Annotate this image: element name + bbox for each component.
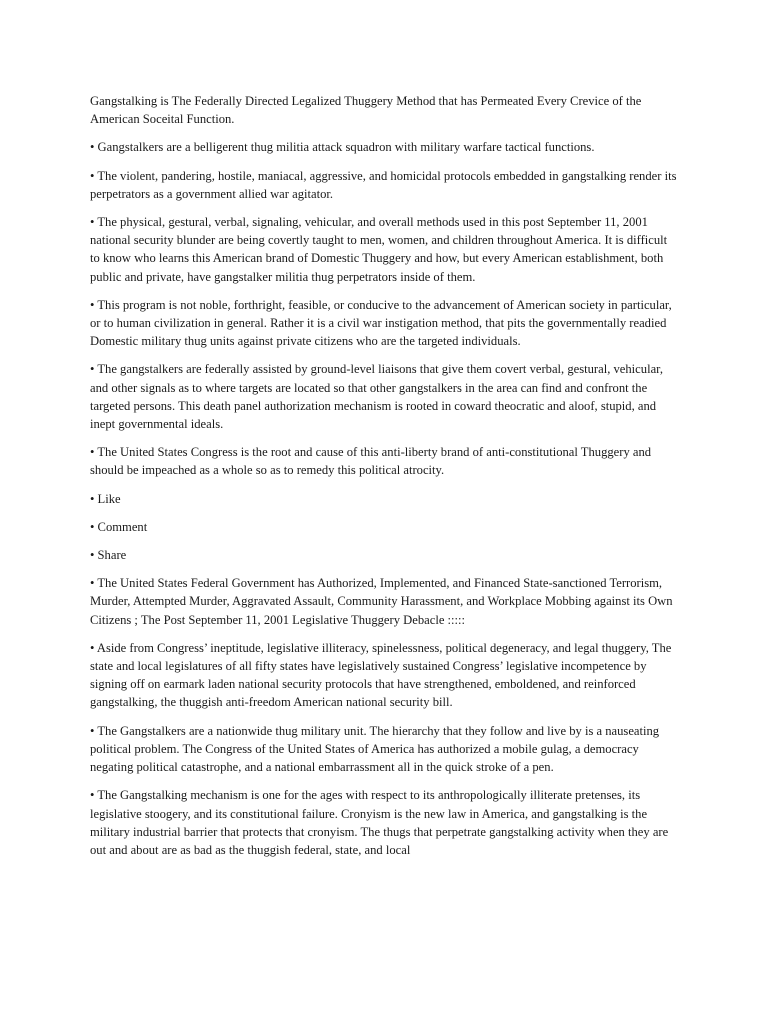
- bullet-paragraph-federal-government: • The United States Federal Government has Authorized, Implemented, and Financed State-sanctioned Terrorism, Murder, Attempted Murder, Aggravated Assault, Community Harassment, and Workplace Mobbing against its Own Citizens ; The Post September 11, 2001 Legislative Thuggery Debacle :::::: [90, 576, 673, 627]
- bullet-comment: • Comment: [90, 519, 148, 534]
- bullet-paragraph-protocols: • The violent, pandering, hostile, maniacal, aggressive, and homicidal protocols embedded in gangstalking render its perpetrators as a government allied war agitator.: [90, 168, 677, 201]
- document-page: [90, 92, 680, 869]
- document-title-paragraph: Gangstalking is The Federally Directed Legalized Thuggery Method that has Permeated Every Crevice of the American Soceital Function.: [90, 94, 642, 127]
- bullet-paragraph-liaisons: • The gangstalkers are federally assisted by ground-level liaisons that give them covert verbal, gestural, vehicular, and other signals as to where targets are located so that other gangstalkers in the area can find and confront the targeted persons. This death panel authorization mechanism is rooted in coward theocratic and aloof, stupid, and inept governmental ideals.: [90, 362, 663, 432]
- bullet-paragraph-militia: • Gangstalkers are a belligerent thug militia attack squadron with military warfare tactical functions.: [90, 140, 595, 155]
- bullet-paragraph-legislatures: • Aside from Congress’ ineptitude, legislative illiteracy, spinelessness, political degeneracy, and legal thuggery, The state and local legislatures of all fifty states have legislatively sustained Congress’ legislative incompetence by signing off on earmark laden national security protocols that have strengthened, emboldened, and reinforced gangstalking, the thuggish anti-freedom American national security bill.: [90, 640, 672, 710]
- bullet-share: • Share: [90, 548, 127, 563]
- bullet-paragraph-cronyism: • The Gangstalking mechanism is one for the ages with respect to its anthropologically illiterate pretenses, its legislative stoogery, and its constitutional failure. Cronyism is the new law in America, and gangstalking is the military industrial barrier that protects that cronyism. The thugs that perpetrate gangstalking activity when they are out and about are as bad as the thuggish federal, state, and local: [90, 788, 669, 857]
- bullet-like: • Like: [90, 491, 121, 506]
- bullet-paragraph-program: • This program is not noble, forthright, feasible, or conducive to the advancement of American society in particular, or to human civilization in general. Rather it is a civil war instigation method, that pits the governmentally readied Domestic military thug units against private citizens who are the targeted individuals.: [90, 297, 672, 349]
- bullet-paragraph-hierarchy: • The Gangstalkers are a nationwide thug military unit. The hierarchy that they follow and live by is a nauseating political problem. The Congress of the United States of America has authorized a mobile gulag, a democracy negating political catastrophe, and a national embarrassment all in the quick stroke of a pen.: [90, 723, 660, 775]
- bullet-paragraph-congress: • The United States Congress is the root and cause of this anti-liberty brand of anti-constitutional Thuggery and should be impeached as a whole so as to remedy this political atrocity.: [90, 445, 652, 478]
- bullet-paragraph-methods: • The physical, gestural, verbal, signaling, vehicular, and overall methods used in this post September 11, 2001 national security blunder are being covertly taught to men, women, and children throughout America. It is difficult to know who learns this American brand of Domestic Thuggery and how, but every American establishment, both public and private, have gangstalker militia thug perpetrators inside of them.: [90, 215, 668, 284]
